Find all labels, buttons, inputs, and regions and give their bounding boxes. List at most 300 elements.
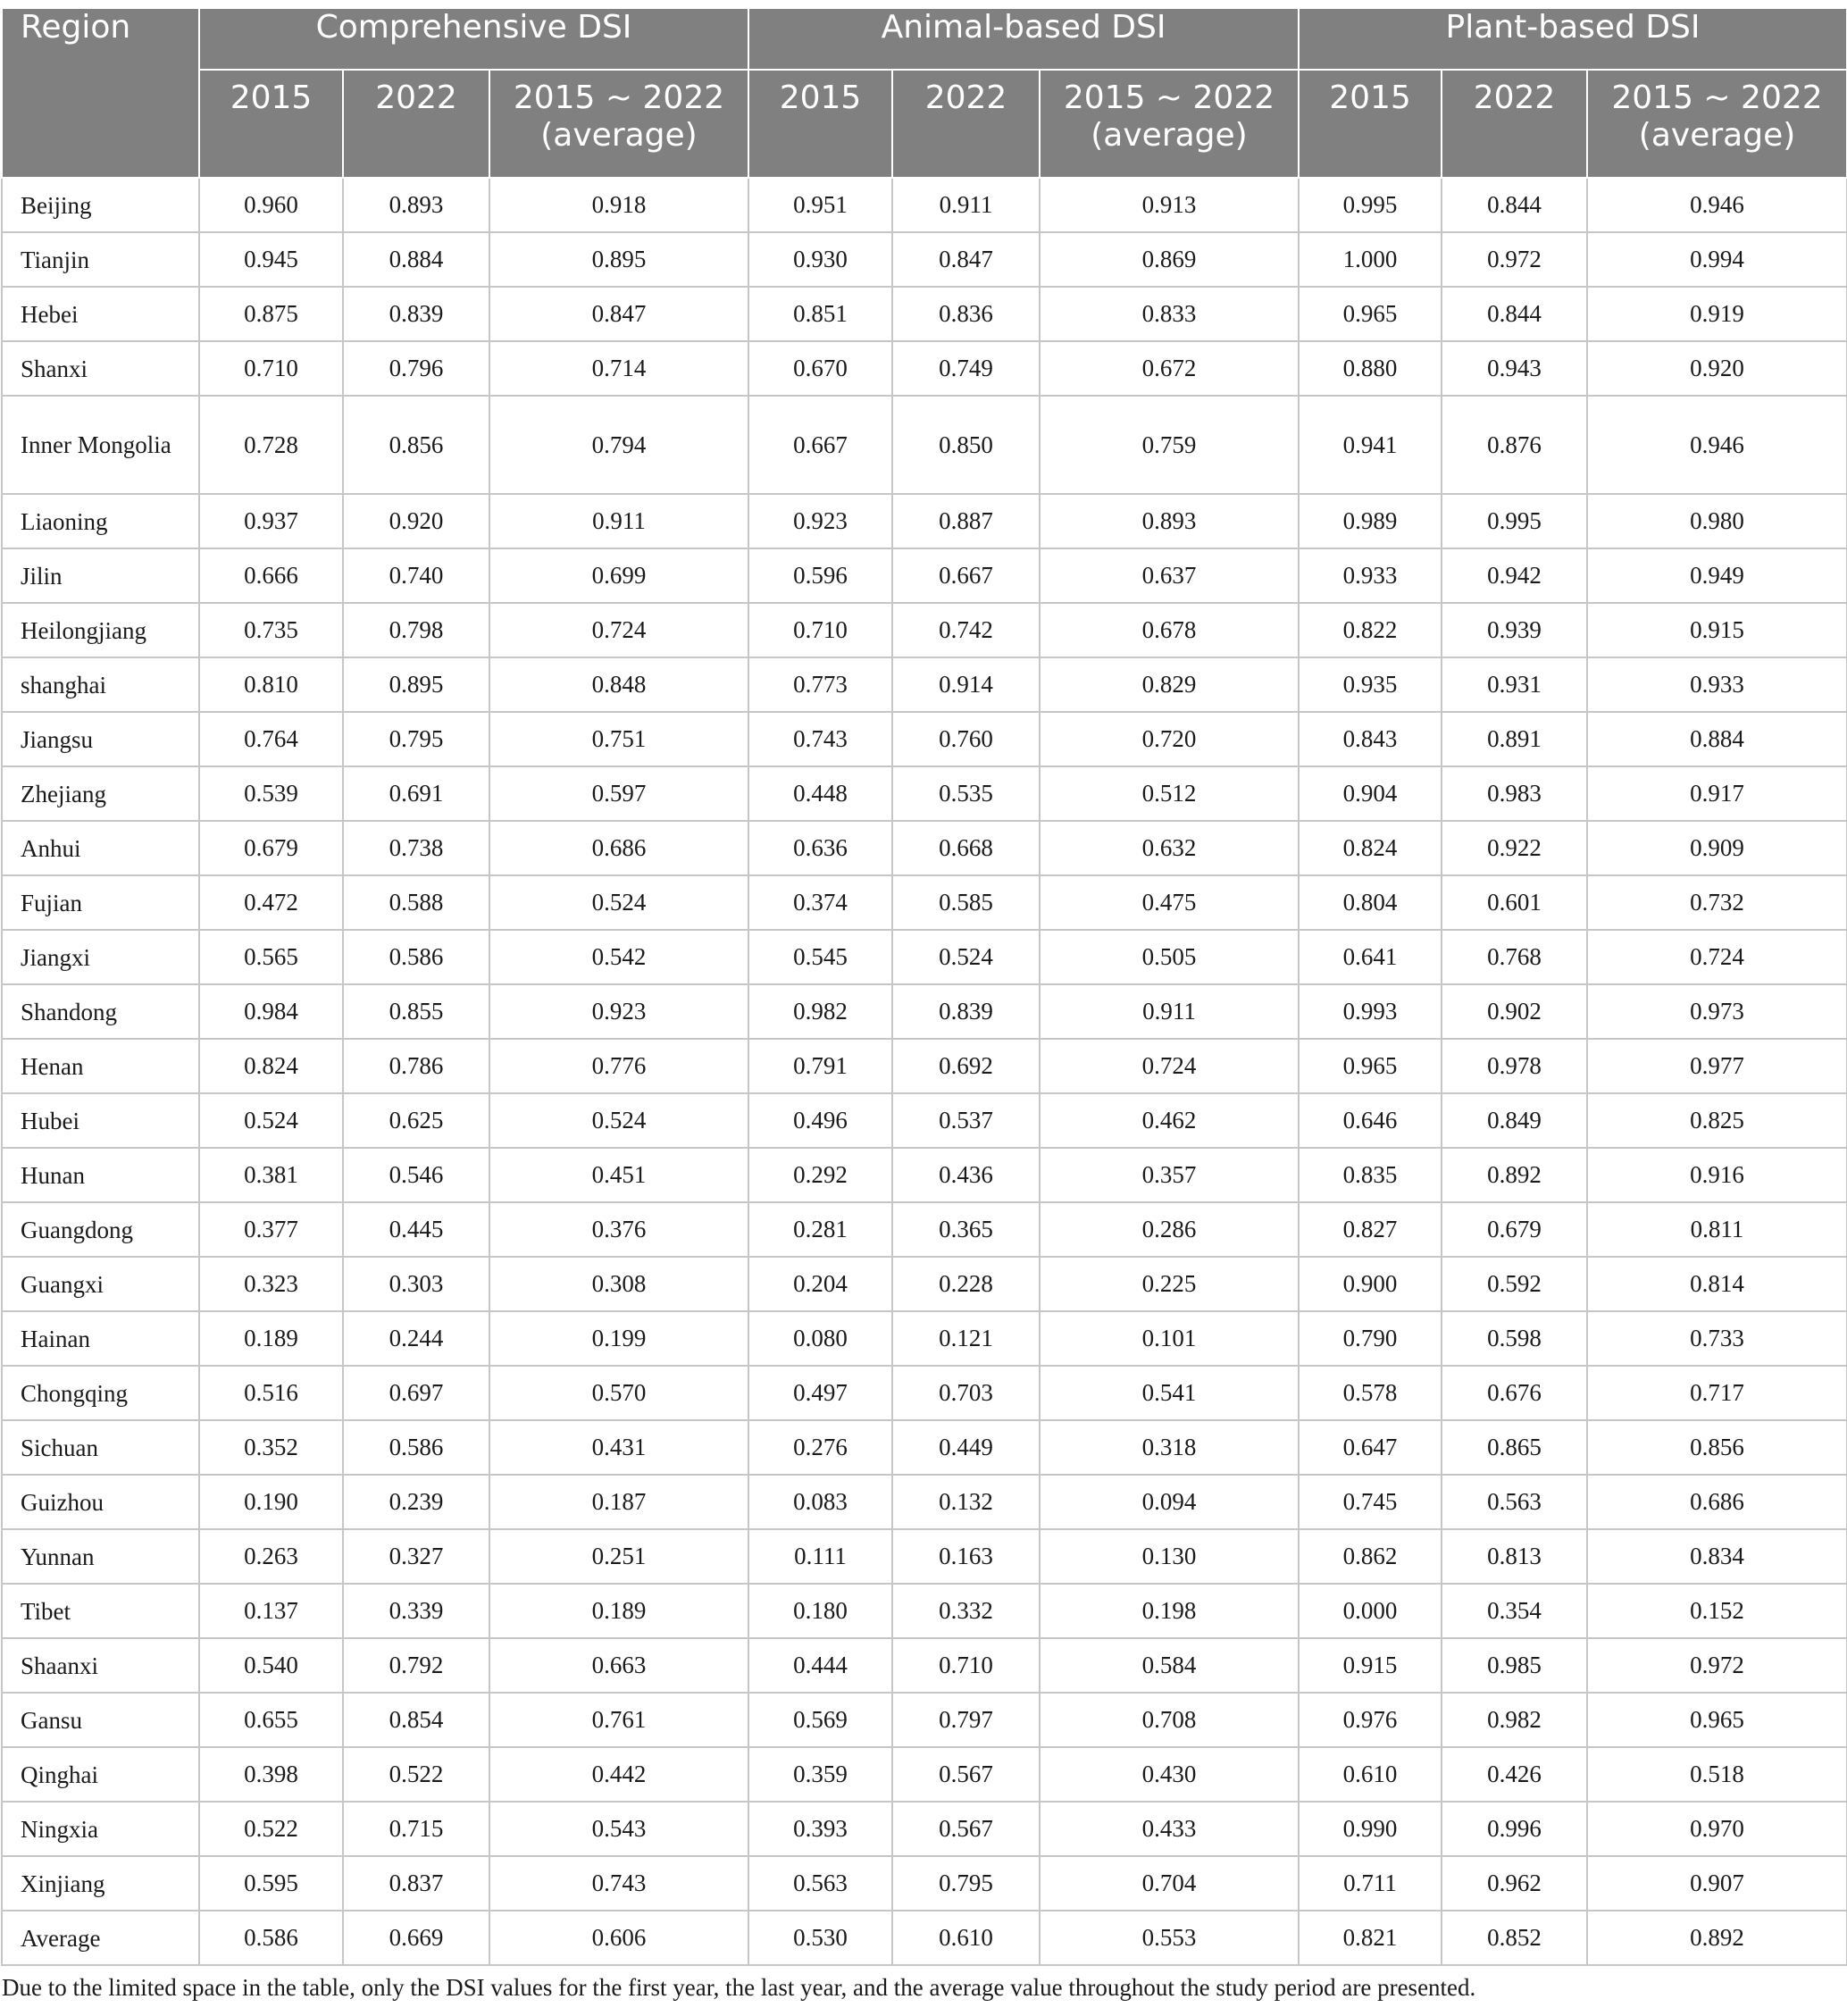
value-cell: 0.937	[199, 494, 343, 548]
value-cell: 0.641	[1299, 930, 1442, 984]
value-cell: 0.847	[892, 232, 1040, 287]
value-cell: 0.130	[1040, 1529, 1299, 1584]
value-cell: 0.522	[199, 1802, 343, 1856]
value-cell: 0.990	[1299, 1802, 1442, 1856]
value-cell: 0.865	[1442, 1420, 1587, 1475]
value-cell: 0.430	[1040, 1747, 1299, 1802]
value-cell: 0.101	[1040, 1311, 1299, 1366]
table-row	[2, 1856, 1847, 1911]
value-cell: 0.276	[748, 1420, 892, 1475]
value-cell: 0.676	[1442, 1366, 1587, 1420]
group-header-comprehensive: Comprehensive DSI	[199, 8, 748, 70]
value-cell: 0.540	[199, 1638, 343, 1693]
value-cell: 0.632	[1040, 821, 1299, 875]
year-header-2015: 2015	[199, 70, 343, 178]
value-cell: 0.876	[1442, 396, 1587, 494]
value-cell: 0.152	[1587, 1584, 1847, 1638]
value-cell: 0.980	[1587, 494, 1847, 548]
value-cell: 0.189	[199, 1311, 343, 1366]
value-cell: 0.797	[892, 1693, 1040, 1747]
table-row	[2, 1039, 1847, 1093]
value-cell: 0.915	[1587, 603, 1847, 657]
value-cell: 0.692	[892, 1039, 1040, 1093]
value-cell: 0.598	[1442, 1311, 1587, 1366]
value-cell: 0.567	[892, 1802, 1040, 1856]
region-cell: Shaanxi	[2, 1638, 199, 1693]
value-cell: 0.717	[1587, 1366, 1847, 1420]
value-cell: 0.913	[1040, 178, 1299, 232]
value-cell: 0.902	[1442, 984, 1587, 1039]
average-header	[1587, 70, 1847, 178]
value-cell: 0.844	[1442, 287, 1587, 341]
region-cell: Xinjiang	[2, 1856, 199, 1911]
value-cell: 0.978	[1442, 1039, 1587, 1093]
value-cell: 0.732	[1587, 875, 1847, 930]
table-header	[2, 8, 1847, 178]
value-cell: 0.996	[1442, 1802, 1587, 1856]
table-row	[2, 1747, 1847, 1802]
value-cell: 0.524	[489, 1093, 748, 1148]
value-cell: 0.849	[1442, 1093, 1587, 1148]
value-cell: 0.995	[1442, 494, 1587, 548]
region-cell: Hebei	[2, 287, 199, 341]
value-cell: 0.837	[343, 1856, 489, 1911]
value-cell: 0.993	[1299, 984, 1442, 1039]
value-cell: 0.539	[199, 766, 343, 821]
value-cell: 0.655	[199, 1693, 343, 1747]
value-cell: 0.960	[199, 178, 343, 232]
value-cell: 0.851	[748, 287, 892, 341]
value-cell: 0.393	[748, 1802, 892, 1856]
value-cell: 0.839	[892, 984, 1040, 1039]
table-row	[2, 494, 1847, 548]
value-cell: 0.743	[489, 1856, 748, 1911]
value-cell: 0.973	[1587, 984, 1847, 1039]
table-row	[2, 930, 1847, 984]
value-cell: 0.724	[1587, 930, 1847, 984]
region-cell: Ningxia	[2, 1802, 199, 1856]
region-cell: Fujian	[2, 875, 199, 930]
value-cell: 0.836	[892, 287, 1040, 341]
value-cell: 0.426	[1442, 1747, 1587, 1802]
value-cell: 0.204	[748, 1257, 892, 1311]
table-row	[2, 232, 1847, 287]
value-cell: 0.190	[199, 1475, 343, 1529]
value-cell: 0.588	[343, 875, 489, 930]
value-cell: 0.794	[489, 396, 748, 494]
value-cell: 0.505	[1040, 930, 1299, 984]
value-cell: 0.667	[892, 548, 1040, 603]
value-cell: 0.994	[1587, 232, 1847, 287]
value-cell: 0.567	[892, 1747, 1040, 1802]
average-header-line1: 2015 ~ 2022	[513, 79, 725, 116]
table-row	[2, 396, 1847, 494]
table-row	[2, 341, 1847, 396]
value-cell: 0.916	[1587, 1148, 1847, 1202]
value-cell: 0.920	[343, 494, 489, 548]
value-cell: 0.740	[343, 548, 489, 603]
table-row	[2, 1584, 1847, 1638]
table-row	[2, 821, 1847, 875]
value-cell: 0.475	[1040, 875, 1299, 930]
value-cell: 0.374	[748, 875, 892, 930]
region-cell: Liaoning	[2, 494, 199, 548]
value-cell: 0.352	[199, 1420, 343, 1475]
value-cell: 0.895	[343, 657, 489, 712]
value-cell: 0.244	[343, 1311, 489, 1366]
table-row	[2, 1257, 1847, 1311]
table-row	[2, 1366, 1847, 1420]
value-cell: 0.735	[199, 603, 343, 657]
value-cell: 0.984	[199, 984, 343, 1039]
group-header-plant: Plant-based DSI	[1299, 8, 1847, 70]
value-cell: 0.856	[1587, 1420, 1847, 1475]
value-cell: 0.759	[1040, 396, 1299, 494]
value-cell: 0.691	[343, 766, 489, 821]
region-cell: Henan	[2, 1039, 199, 1093]
value-cell: 0.563	[748, 1856, 892, 1911]
value-cell: 0.606	[489, 1911, 748, 1965]
value-cell: 0.377	[199, 1202, 343, 1257]
table-row	[2, 1638, 1847, 1693]
value-cell: 0.743	[748, 712, 892, 766]
value-cell: 0.339	[343, 1584, 489, 1638]
value-cell: 0.970	[1587, 1802, 1847, 1856]
region-cell: Shandong	[2, 984, 199, 1039]
value-cell: 0.710	[892, 1638, 1040, 1693]
value-cell: 0.080	[748, 1311, 892, 1366]
value-cell: 0.637	[1040, 548, 1299, 603]
value-cell: 0.850	[892, 396, 1040, 494]
value-cell: 0.773	[748, 657, 892, 712]
value-cell: 0.935	[1299, 657, 1442, 712]
value-cell: 0.976	[1299, 1693, 1442, 1747]
value-cell: 0.597	[489, 766, 748, 821]
value-cell: 0.670	[748, 341, 892, 396]
value-cell: 0.678	[1040, 603, 1299, 657]
value-cell: 0.829	[1040, 657, 1299, 712]
value-cell: 0.972	[1442, 232, 1587, 287]
value-cell: 0.578	[1299, 1366, 1442, 1420]
value-cell: 0.239	[343, 1475, 489, 1529]
value-cell: 0.462	[1040, 1093, 1299, 1148]
value-cell: 0.811	[1587, 1202, 1847, 1257]
value-cell: 0.848	[489, 657, 748, 712]
region-cell: Inner Mongolia	[2, 396, 199, 494]
value-cell: 0.472	[199, 875, 343, 930]
table-row	[2, 548, 1847, 603]
value-cell: 0.357	[1040, 1148, 1299, 1202]
value-cell: 0.855	[343, 984, 489, 1039]
value-cell: 0.804	[1299, 875, 1442, 930]
value-cell: 0.715	[343, 1802, 489, 1856]
value-cell: 0.585	[892, 875, 1040, 930]
value-cell: 0.451	[489, 1148, 748, 1202]
value-cell: 0.703	[892, 1366, 1040, 1420]
average-header-line2: (average)	[540, 117, 698, 154]
year-header-2022: 2022	[343, 70, 489, 178]
region-cell: Tianjin	[2, 232, 199, 287]
value-cell: 0.541	[1040, 1366, 1299, 1420]
value-cell: 0.931	[1442, 657, 1587, 712]
value-cell: 0.569	[748, 1693, 892, 1747]
value-cell: 0.930	[748, 232, 892, 287]
value-cell: 0.189	[489, 1584, 748, 1638]
region-cell: Zhejiang	[2, 766, 199, 821]
value-cell: 0.318	[1040, 1420, 1299, 1475]
value-cell: 0.586	[343, 1420, 489, 1475]
value-cell: 0.225	[1040, 1257, 1299, 1311]
value-cell: 0.884	[1587, 712, 1847, 766]
value-cell: 0.292	[748, 1148, 892, 1202]
value-cell: 0.824	[199, 1039, 343, 1093]
value-cell: 0.669	[343, 1911, 489, 1965]
value-cell: 0.965	[1299, 287, 1442, 341]
value-cell: 0.983	[1442, 766, 1587, 821]
region-cell: Gansu	[2, 1693, 199, 1747]
table-row	[2, 657, 1847, 712]
value-cell: 0.543	[489, 1802, 748, 1856]
region-cell: shanghai	[2, 657, 199, 712]
value-cell: 0.663	[489, 1638, 748, 1693]
region-cell: Heilongjiang	[2, 603, 199, 657]
value-cell: 0.786	[343, 1039, 489, 1093]
region-cell: Average	[2, 1911, 199, 1965]
value-cell: 0.893	[1040, 494, 1299, 548]
value-cell: 0.911	[489, 494, 748, 548]
value-cell: 0.398	[199, 1747, 343, 1802]
value-cell: 0.376	[489, 1202, 748, 1257]
value-cell: 0.911	[1040, 984, 1299, 1039]
value-cell: 0.844	[1442, 178, 1587, 232]
value-cell: 0.892	[1587, 1911, 1847, 1965]
value-cell: 0.814	[1587, 1257, 1847, 1311]
value-cell: 0.813	[1442, 1529, 1587, 1584]
region-cell: Chongqing	[2, 1366, 199, 1420]
value-cell: 0.537	[892, 1093, 1040, 1148]
value-cell: 0.553	[1040, 1911, 1299, 1965]
value-cell: 0.636	[748, 821, 892, 875]
value-cell: 0.835	[1299, 1148, 1442, 1202]
value-cell: 0.672	[1040, 341, 1299, 396]
value-cell: 0.796	[343, 341, 489, 396]
value-cell: 0.880	[1299, 341, 1442, 396]
value-cell: 0.697	[343, 1366, 489, 1420]
value-cell: 0.679	[199, 821, 343, 875]
value-cell: 0.893	[343, 178, 489, 232]
value-cell: 0.720	[1040, 712, 1299, 766]
value-cell: 0.625	[343, 1093, 489, 1148]
value-cell: 0.180	[748, 1584, 892, 1638]
region-cell: Jiangxi	[2, 930, 199, 984]
region-cell: Beijing	[2, 178, 199, 232]
value-cell: 0.699	[489, 548, 748, 603]
table-footnote: Due to the limited space in the table, only the DSI values for the first year, the last year, and the average value throughout the study period are presented.	[2, 1974, 1476, 2001]
value-cell: 0.795	[892, 1856, 1040, 1911]
value-cell: 0.448	[748, 766, 892, 821]
value-cell: 0.586	[199, 1911, 343, 1965]
value-cell: 0.761	[489, 1693, 748, 1747]
value-cell: 0.821	[1299, 1911, 1442, 1965]
value-cell: 0.989	[1299, 494, 1442, 548]
value-cell: 0.121	[892, 1311, 1040, 1366]
value-cell: 0.946	[1587, 178, 1847, 232]
region-cell: Guangxi	[2, 1257, 199, 1311]
value-cell: 0.852	[1442, 1911, 1587, 1965]
value-cell: 0.433	[1040, 1802, 1299, 1856]
value-cell: 0.679	[1442, 1202, 1587, 1257]
value-cell: 0.862	[1299, 1529, 1442, 1584]
value-cell: 0.834	[1587, 1529, 1847, 1584]
value-cell: 0.982	[748, 984, 892, 1039]
value-cell: 0.332	[892, 1584, 1040, 1638]
value-cell: 0.745	[1299, 1475, 1442, 1529]
value-cell: 0.833	[1040, 287, 1299, 341]
value-cell: 0.933	[1299, 548, 1442, 603]
value-cell: 0.199	[489, 1311, 748, 1366]
value-cell: 0.542	[489, 930, 748, 984]
value-cell: 0.083	[748, 1475, 892, 1529]
table-row	[2, 1802, 1847, 1856]
value-cell: 0.000	[1299, 1584, 1442, 1638]
value-cell: 0.856	[343, 396, 489, 494]
value-cell: 0.822	[1299, 603, 1442, 657]
value-cell: 0.946	[1587, 396, 1847, 494]
value-cell: 0.943	[1442, 341, 1587, 396]
region-cell: Tibet	[2, 1584, 199, 1638]
table-row	[2, 1693, 1847, 1747]
value-cell: 0.985	[1442, 1638, 1587, 1693]
value-cell: 0.592	[1442, 1257, 1587, 1311]
value-cell: 0.825	[1587, 1093, 1847, 1148]
value-cell: 0.942	[1442, 548, 1587, 603]
value-cell: 0.933	[1587, 657, 1847, 712]
value-cell: 0.111	[748, 1529, 892, 1584]
value-cell: 0.137	[199, 1584, 343, 1638]
value-cell: 0.810	[199, 657, 343, 712]
value-cell: 0.919	[1587, 287, 1847, 341]
value-cell: 0.524	[489, 875, 748, 930]
value-cell: 0.941	[1299, 396, 1442, 494]
value-cell: 0.449	[892, 1420, 1040, 1475]
year-header-2022: 2022	[892, 70, 1040, 178]
value-cell: 0.708	[1040, 1693, 1299, 1747]
table-row	[2, 1529, 1847, 1584]
value-cell: 0.686	[1587, 1475, 1847, 1529]
value-cell: 0.263	[199, 1529, 343, 1584]
average-header	[489, 70, 748, 178]
value-cell: 0.444	[748, 1638, 892, 1693]
value-cell: 0.733	[1587, 1311, 1847, 1366]
region-cell: Guizhou	[2, 1475, 199, 1529]
value-cell: 0.132	[892, 1475, 1040, 1529]
value-cell: 0.869	[1040, 232, 1299, 287]
value-cell: 0.847	[489, 287, 748, 341]
value-cell: 0.965	[1587, 1693, 1847, 1747]
value-cell: 0.610	[892, 1911, 1040, 1965]
value-cell: 0.323	[199, 1257, 343, 1311]
value-cell: 0.281	[748, 1202, 892, 1257]
value-cell: 0.918	[489, 178, 748, 232]
value-cell: 0.436	[892, 1148, 1040, 1202]
value-cell: 0.911	[892, 178, 1040, 232]
value-cell: 0.923	[748, 494, 892, 548]
value-cell: 0.824	[1299, 821, 1442, 875]
value-cell: 0.610	[1299, 1747, 1442, 1802]
region-cell: Jilin	[2, 548, 199, 603]
value-cell: 0.764	[199, 712, 343, 766]
value-cell: 0.907	[1587, 1856, 1847, 1911]
value-cell: 0.923	[489, 984, 748, 1039]
value-cell: 0.900	[1299, 1257, 1442, 1311]
value-cell: 0.945	[199, 232, 343, 287]
value-cell: 0.728	[199, 396, 343, 494]
value-cell: 0.724	[1040, 1039, 1299, 1093]
value-cell: 0.442	[489, 1747, 748, 1802]
value-cell: 0.749	[892, 341, 1040, 396]
value-cell: 0.875	[199, 287, 343, 341]
value-cell: 0.738	[343, 821, 489, 875]
value-cell: 0.962	[1442, 1856, 1587, 1911]
value-cell: 0.094	[1040, 1475, 1299, 1529]
value-cell: 0.668	[892, 821, 1040, 875]
value-cell: 0.516	[199, 1366, 343, 1420]
table-row	[2, 1311, 1847, 1366]
average-header	[1040, 70, 1299, 178]
value-cell: 0.381	[199, 1148, 343, 1202]
value-cell: 0.686	[489, 821, 748, 875]
value-cell: 0.530	[748, 1911, 892, 1965]
region-cell: Jiangsu	[2, 712, 199, 766]
table-body	[2, 178, 1847, 1965]
value-cell: 0.327	[343, 1529, 489, 1584]
value-cell: 0.827	[1299, 1202, 1442, 1257]
region-column-header: Region	[2, 8, 199, 178]
value-cell: 0.776	[489, 1039, 748, 1093]
value-cell: 0.163	[892, 1529, 1040, 1584]
value-cell: 0.891	[1442, 712, 1587, 766]
value-cell: 0.939	[1442, 603, 1587, 657]
value-cell: 0.445	[343, 1202, 489, 1257]
region-cell: Hubei	[2, 1093, 199, 1148]
table-row	[2, 178, 1847, 232]
value-cell: 0.710	[748, 603, 892, 657]
value-cell: 0.977	[1587, 1039, 1847, 1093]
value-cell: 0.524	[892, 930, 1040, 984]
value-cell: 0.647	[1299, 1420, 1442, 1475]
value-cell: 1.000	[1299, 232, 1442, 287]
region-cell: Guangdong	[2, 1202, 199, 1257]
value-cell: 0.711	[1299, 1856, 1442, 1911]
value-cell: 0.584	[1040, 1638, 1299, 1693]
value-cell: 0.586	[343, 930, 489, 984]
table-row	[2, 603, 1847, 657]
year-header-2015: 2015	[748, 70, 892, 178]
value-cell: 0.303	[343, 1257, 489, 1311]
average-header-line1: 2015 ~ 2022	[1611, 79, 1823, 116]
value-cell: 0.354	[1442, 1584, 1587, 1638]
value-cell: 0.497	[748, 1366, 892, 1420]
value-cell: 0.951	[748, 178, 892, 232]
value-cell: 0.563	[1442, 1475, 1587, 1529]
value-cell: 0.524	[199, 1093, 343, 1148]
average-header-line2: (average)	[1638, 117, 1796, 154]
value-cell: 0.251	[489, 1529, 748, 1584]
value-cell: 0.714	[489, 341, 748, 396]
value-cell: 0.535	[892, 766, 1040, 821]
value-cell: 0.431	[489, 1420, 748, 1475]
value-cell: 0.982	[1442, 1693, 1587, 1747]
